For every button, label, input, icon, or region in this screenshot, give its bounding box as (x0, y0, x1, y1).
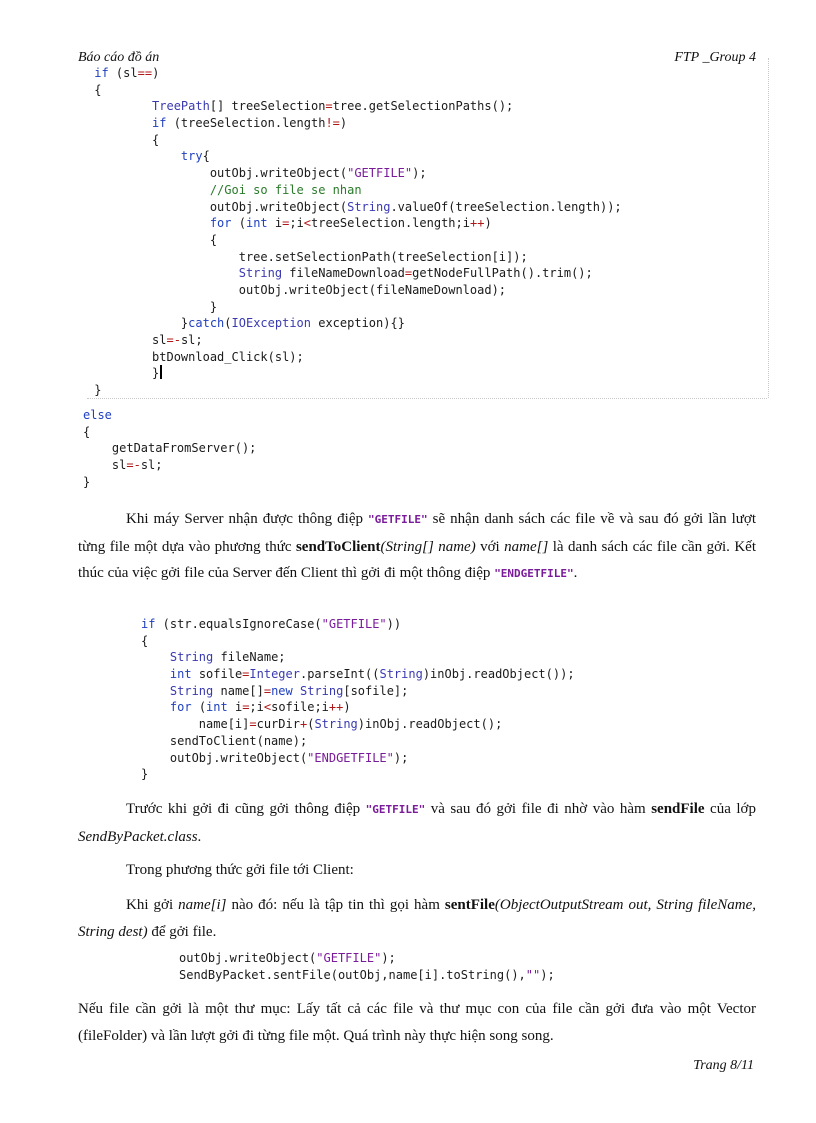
code-line: { (141, 633, 149, 648)
text: Nếu file cần gởi là một thư mục: Lấy tất cả các file và thư mục con của file cần gởi đưa vào một Vector (fileFolder) và lần lượt gởi đi từng file một. Quá trình này thực hiện song song. (78, 1001, 756, 1044)
code-line: { (83, 424, 91, 439)
code-line: outObj.writeObject("GETFILE"); (87, 166, 427, 181)
text: sẽ nhận danh sách các file về và sau đó gởi lần lượt từng file một dựa vào phương thức (78, 511, 756, 555)
text: và sau đó gởi file đi nhờ vào hàm (425, 801, 652, 817)
code-line: for (int i=;i<treeSelection.length;i++) (209, 216, 492, 231)
code-line: sendToClient(name); (141, 733, 308, 748)
class-name: SendByPacket.class (78, 828, 198, 845)
method-name: sendToClient (295, 538, 381, 555)
text: của lớp (704, 801, 756, 817)
code-block-sentfile-call (179, 950, 555, 983)
text: để gởi file. (147, 923, 217, 940)
code-line: outObj.writeObject(fileNameDownload); (87, 282, 507, 297)
code-line: } (87, 299, 218, 314)
code-line: TreePath[] treeSelection=tree.getSelectionPaths(); (152, 99, 514, 114)
code-line: int sofile=Integer.parseInt((String)inObj.readObject()); (169, 667, 575, 682)
method-name: sendFile (651, 801, 705, 817)
code-line: outObj.writeObject("GETFILE"); (179, 951, 396, 965)
code-line: try{ (180, 149, 210, 164)
param-name: name[i] (178, 897, 227, 913)
code-block-else-branch (83, 407, 256, 490)
code-screenshot-border-right (768, 58, 770, 398)
code-line: getDataFromServer(); (83, 441, 257, 456)
text: . (197, 828, 202, 845)
text: với (475, 538, 505, 555)
code-line: if (sl==) (94, 66, 160, 80)
code-line: { (87, 132, 160, 147)
code-line: name[i]=curDir+(String)inObj.readObject(); (141, 717, 503, 732)
inline-code-getfile: "GETFILE" (365, 803, 426, 816)
code-line: sl=-sl; (87, 333, 203, 347)
code-line: outObj.writeObject(String.valueOf(treeSelection.length)); (87, 199, 622, 214)
text: Khi máy Server nhận được thông điệp (126, 511, 369, 527)
code-line: } (87, 365, 622, 382)
param-name: name[] (504, 538, 549, 555)
page-number: Trang 8/11 (693, 1058, 754, 1073)
code-line: } (87, 383, 102, 398)
code-line: } (141, 767, 149, 782)
code-line: //Goi so file se nhan (209, 182, 362, 197)
code-line: if (str.equalsIgnoreCase("GETFILE")) (141, 617, 402, 631)
code-line: } (83, 474, 91, 489)
paragraph-server-getfile (78, 506, 756, 588)
code-block-client-download (87, 65, 622, 399)
code-line: outObj.writeObject("ENDGETFILE"); (141, 750, 409, 765)
text: Trước khi gởi đi cũng gởi thông điệp (126, 801, 366, 817)
code-line: }catch(IOException exception){} (87, 316, 405, 331)
paragraph-folder-transfer (78, 996, 756, 1049)
inline-code-getfile: "GETFILE" (368, 513, 428, 526)
code-line: SendByPacket.sentFile(outObj,name[i].toString(),""); (179, 967, 555, 982)
code-block-server-getfile (141, 616, 575, 783)
code-line: if (treeSelection.length!=) (152, 116, 348, 131)
text: là danh sách các file cần gởi. Kết thúc của việc gởi file của Server đến Client thì gởi đi một thông điệp (78, 538, 757, 581)
code-line: { (87, 82, 102, 97)
code-line: for (int i=;i<sofile;i++) (169, 700, 351, 715)
paragraph-method-intro (78, 857, 756, 884)
code-line: { (87, 232, 218, 247)
code-line: btDownload_Click(sl); (87, 349, 304, 364)
text: Khi gởi (126, 897, 179, 913)
text-cursor-icon (160, 365, 162, 379)
text: Trong phương thức gởi file tới Client: (126, 862, 354, 878)
code-line: String fileNameDownload=getNodeFullPath().trim(); (238, 266, 593, 281)
inline-code-endgetfile: "ENDGETFILE" (494, 567, 574, 580)
method-name: sentFile (444, 897, 495, 913)
code-line: String fileName; (169, 650, 286, 665)
text: . (573, 565, 578, 581)
method-params: (ObjectOutputStream out, String fileName, String dest) (78, 897, 756, 940)
paragraph-sendfile (78, 796, 756, 850)
code-line: tree.setSelectionPath(treeSelection[i]); (87, 249, 528, 264)
code-line: else (83, 408, 112, 422)
header-left-title: Báo cáo đồ án (78, 50, 160, 65)
header-right-title: FTP _Group 4 (674, 50, 756, 65)
code-line: sl=-sl; (83, 458, 163, 473)
text: nào đó: nếu là tập tin thì gọi hàm (226, 897, 445, 913)
method-params: (String[] name) (380, 538, 476, 555)
paragraph-sentfile (78, 892, 756, 945)
code-line: String name[]=new String[sofile]; (169, 683, 409, 698)
